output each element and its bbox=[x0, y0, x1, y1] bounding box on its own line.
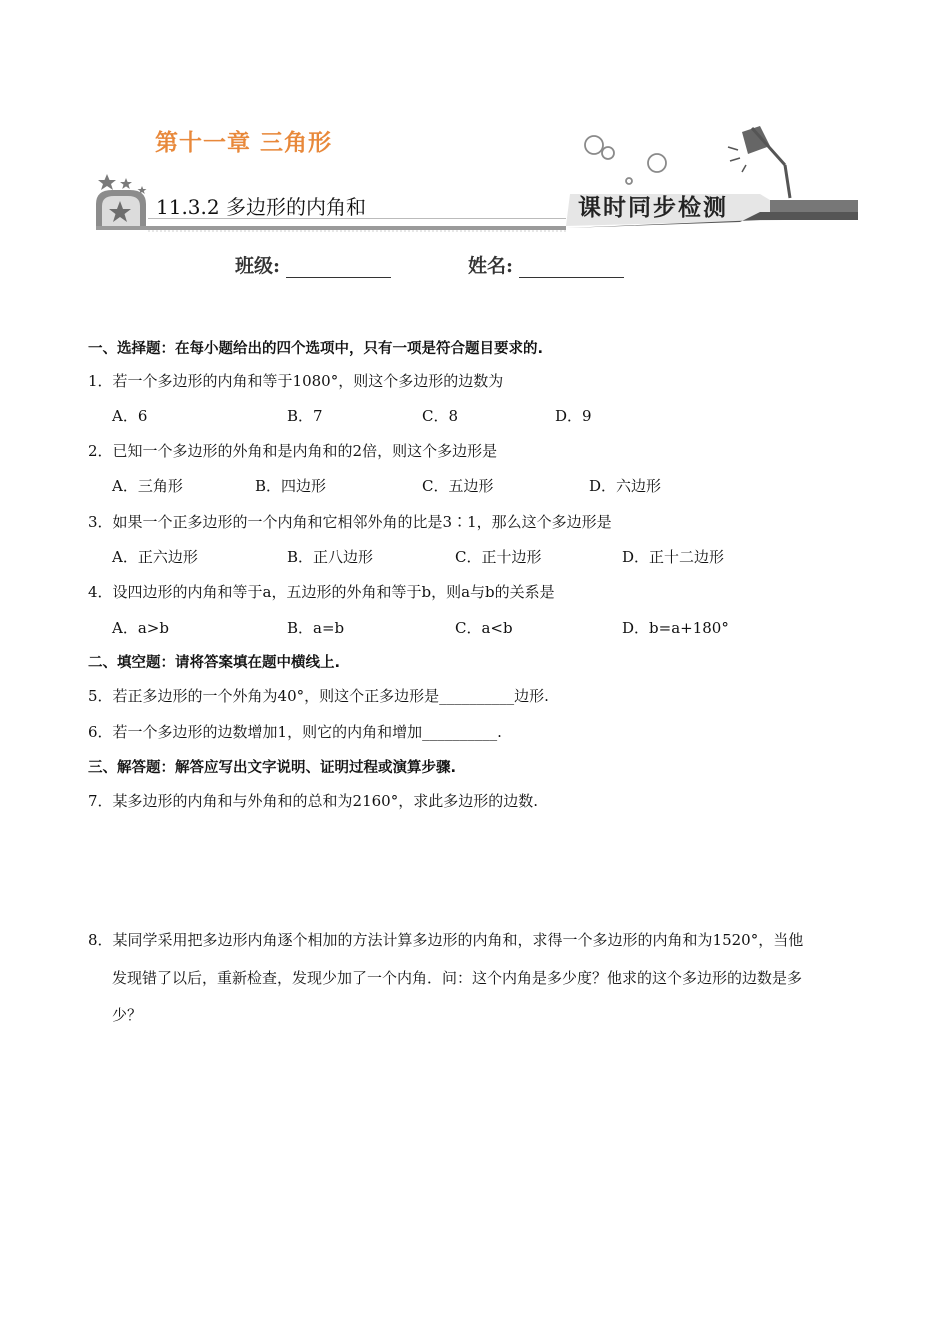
question-8-line-2: 发现错了以后，重新检查，发现少加了一个内角．问：这个内角是多少度？他求的这个多边形的边数是多 bbox=[112, 969, 803, 987]
option-b: B．正八边形 bbox=[287, 548, 374, 566]
part1-heading: 一、选择题：在每小题给出的四个选项中，只有一项是符合题目要求的. bbox=[88, 341, 544, 357]
name-label: 姓名: bbox=[468, 255, 514, 277]
option-d: D．六边形 bbox=[589, 477, 662, 495]
brand-label: 课时同步检测 bbox=[578, 194, 728, 221]
question-1-options bbox=[112, 405, 812, 425]
section-title: 11.3.2 多边形的内角和 bbox=[156, 195, 366, 219]
option-d: D．9 bbox=[555, 407, 592, 425]
chapter-title: 第十一章 三角形 bbox=[155, 130, 333, 156]
option-b: B．7 bbox=[287, 407, 323, 425]
class-blank[interactable] bbox=[286, 257, 391, 278]
option-c: C．正十边形 bbox=[455, 548, 542, 566]
option-a: A．正六边形 bbox=[112, 548, 198, 566]
question-7: 7．某多边形的内角和与外角和的总和为2160°，求此多边形的边数. bbox=[88, 792, 538, 810]
badge-icon bbox=[96, 190, 146, 230]
option-b: B．a=b bbox=[287, 619, 345, 637]
class-label: 班级: bbox=[235, 255, 281, 277]
desk-lamp-icon bbox=[728, 126, 790, 198]
option-d: D．b=a+180° bbox=[622, 619, 729, 637]
name-blank[interactable] bbox=[519, 257, 624, 278]
class-field bbox=[235, 251, 391, 278]
question-8-line-3: 少？ bbox=[112, 1006, 143, 1024]
option-b: B．四边形 bbox=[255, 477, 327, 495]
part3-heading: 三、解答题：解答应写出文字说明、证明过程或演算步骤. bbox=[88, 760, 457, 776]
name-field bbox=[468, 251, 624, 278]
bubbles-decoration-icon bbox=[585, 136, 666, 184]
option-d: D．正十二边形 bbox=[622, 548, 725, 566]
question-2-options bbox=[112, 475, 812, 495]
question-5: 5．若正多边形的一个外角为40°，则这个正多边形是__________边形. bbox=[88, 687, 549, 705]
option-a: A．三角形 bbox=[112, 477, 183, 495]
question-3-options bbox=[112, 546, 812, 566]
question-2: 2．已知一个多边形的外角和是内角和的2倍，则这个多边形是 bbox=[88, 442, 498, 460]
option-c: C．8 bbox=[422, 407, 459, 425]
question-1: 1．若一个多边形的内角和等于1080°，则这个多边形的边数为 bbox=[88, 372, 504, 390]
header-banner bbox=[0, 0, 950, 240]
question-8-line-1: 8．某同学采用把多边形内角逐个相加的方法计算多边形的内角和，求得一个多边形的内角和为1520°，当他 bbox=[88, 931, 804, 949]
part2-heading: 二、填空题：请将答案填在题中横线上. bbox=[88, 655, 341, 671]
option-c: C．五边形 bbox=[422, 477, 494, 495]
option-a: A．a>b bbox=[112, 619, 169, 637]
question-3: 3．如果一个正多边形的一个内角和它相邻外角的比是3∶1，那么这个多边形是 bbox=[88, 513, 612, 531]
question-4: 4．设四边形的内角和等于a，五边形的外角和等于b，则a与b的关系是 bbox=[88, 583, 555, 601]
option-a: A．6 bbox=[112, 407, 148, 425]
option-c: C．a<b bbox=[455, 619, 513, 637]
question-4-options bbox=[112, 617, 812, 637]
question-6: 6．若一个多边形的边数增加1，则它的内角和增加__________. bbox=[88, 723, 502, 741]
